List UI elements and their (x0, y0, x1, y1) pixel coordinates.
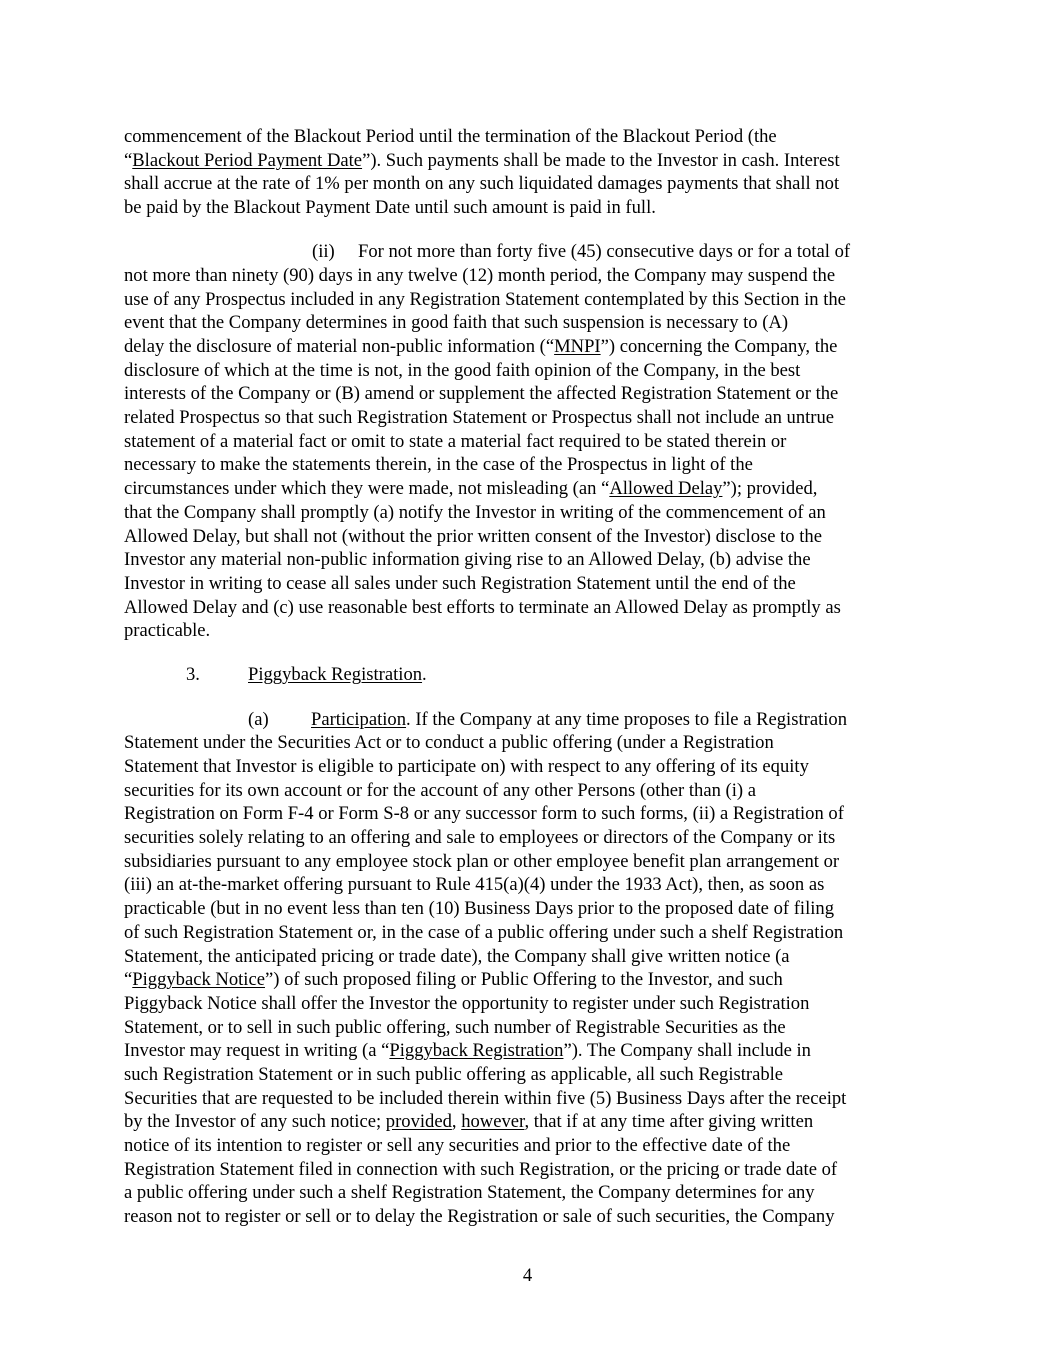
text-line: Registration Statement filed in connection with such Registration, or the pricing or trade date of (124, 1158, 838, 1180)
paragraph-label: (a) (248, 708, 269, 730)
term-however: however (461, 1111, 525, 1133)
text-line: interests of the Company or (B) amend or supplement the affected Registration Statement or the (124, 383, 839, 405)
text-line: Registration on Form F-4 or Form S-8 or any successor form to such forms, (ii) a Registration of (124, 803, 844, 825)
text-line: securities solely relating to an offering and sale to employees or directors of the Company or its (124, 827, 836, 849)
text-line: such Registration Statement or in such public offering as applicable, all such Registrable (124, 1063, 784, 1085)
section-heading-3: 3. Piggyback Registration. (186, 664, 427, 686)
text-line: practicable (but in no event less than ten (10) Business Days prior to the proposed date of filing (124, 898, 835, 920)
defined-term-blackout-period-payment-date: Blackout Period Payment Date (132, 149, 363, 171)
text-line: not more than ninety (90) days in any twelve (12) month period, the Company may suspend the (124, 264, 836, 286)
text-line: necessary to make the statements therein, in the case of the Prospectus in light of the (124, 454, 753, 476)
text-line: “Blackout Period Payment Date”). Such payments shall be made to the Investor in cash. Interest (124, 149, 840, 171)
document-page (124, 125, 930, 1229)
text-line: statement of a material fact or omit to state a material fact required to be stated therein or (124, 430, 787, 452)
paragraph-heading-participation: Participation (311, 708, 407, 730)
text-line: Investor in writing to cease all sales under such Registration Statement until the end of the (124, 572, 796, 594)
text-line: reason not to register or sell or to delay the Registration or sale of such securities, the Company (124, 1206, 835, 1228)
section-title: Piggyback Registration (248, 664, 423, 686)
text-line: Allowed Delay, but shall not (without the prior written consent of the Investor) disclose to the (124, 525, 822, 547)
text-line: Statement that Investor is eligible to participate on) with respect to any offering of its equity (124, 756, 809, 777)
defined-term-mnpi: MNPI (554, 336, 601, 357)
text-line: disclosure of which at the time is not, in the good faith opinion of the Company, in the best (124, 359, 801, 381)
text-line: notice of its intention to register or sell any securities and prior to the effective date of the (124, 1135, 791, 1156)
text-line: subsidiaries pursuant to any employee stock plan or other employee benefit plan arrangement or (124, 850, 840, 872)
text-line: event that the Company determines in good faith that such suspension is necessary to (A) (124, 312, 789, 334)
text-line: of such Registration Statement or, in the case of a public offering under such a shelf Registration (124, 921, 844, 943)
text-line: delay the disclosure of material non-public information (“MNPI”) concerning the Company, the (124, 336, 838, 357)
text-line: related Prospectus so that such Registration Statement or Prospectus shall not include an untrue (124, 407, 835, 429)
text-line: use of any Prospectus included in any Registration Statement contemplated by this Section in the (124, 288, 846, 310)
text-line: (iii) an at-the-market offering pursuant to Rule 415(a)(4) under the 1933 Act), then, as soon as (124, 874, 825, 896)
paragraph-ii (124, 240, 930, 643)
text-line: securities for its own account or for the account of any other Persons (other than (i) a (124, 779, 756, 801)
text-line: (ii) For not more than forty five (45) consecutive days or for a total of (312, 241, 851, 263)
page-number: 4 (522, 1265, 533, 1286)
paragraph-a (124, 708, 930, 1229)
text-line: “Piggyback Notice”) of such proposed filing or Public Offering to the Investor, and such (124, 969, 783, 991)
text-line: Statement, or to sell in such public offering, such number of Registrable Securities as the (124, 1016, 786, 1038)
text-line: a public offering under such a shelf Registration Statement, the Company determines for any (124, 1182, 815, 1204)
text-line: Statement under the Securities Act or to conduct a public offering (under a Registration (124, 732, 774, 754)
text-line: Allowed Delay and (c) use reasonable best efforts to terminate an Allowed Delay as promptly as (124, 596, 841, 618)
text-line: (a) Participation. If the Company at any time proposes to file a Registration (248, 708, 847, 730)
text-line: be paid by the Blackout Payment Date until such amount is paid in full. (124, 197, 656, 219)
text-line: shall accrue at the rate of 1% per month on any such liquidated damages payments that shall not (124, 173, 840, 195)
text-line: circumstances under which they were made, not misleading (an “Allowed Delay”); provided, (124, 478, 818, 500)
text-line: Investor any material non-public information giving rise to an Allowed Delay, (b) advise the (124, 549, 811, 571)
section-number: 3. (186, 664, 200, 686)
text-line: practicable. (124, 620, 211, 642)
paragraph-blackout-continuation (124, 125, 930, 220)
defined-term-piggyback-registration: Piggyback Registration (389, 1040, 564, 1062)
text-line: by the Investor of any such notice; provided, however, that if at any time after giving written (124, 1111, 814, 1133)
text-line: commencement of the Blackout Period until the termination of the Blackout Period (the (124, 126, 777, 147)
paragraph-label: (ii) (312, 241, 335, 263)
text-line: Investor may request in writing (a “Piggyback Registration”). The Company shall include in (124, 1040, 811, 1062)
text-line: Securities that are requested to be included therein within five (5) Business Days after the receipt (124, 1087, 847, 1109)
text-line: Piggyback Notice shall offer the Investor the opportunity to register under such Registration (124, 992, 810, 1014)
text-line: that the Company shall promptly (a) notify the Investor in writing of the commencement of an (124, 501, 826, 523)
defined-term-allowed-delay: Allowed Delay (609, 478, 723, 500)
text-line: Statement, the anticipated pricing or trade date), the Company shall give written notice (a (124, 945, 790, 967)
term-provided: provided (385, 1111, 452, 1133)
defined-term-piggyback-notice: Piggyback Notice (132, 969, 265, 991)
